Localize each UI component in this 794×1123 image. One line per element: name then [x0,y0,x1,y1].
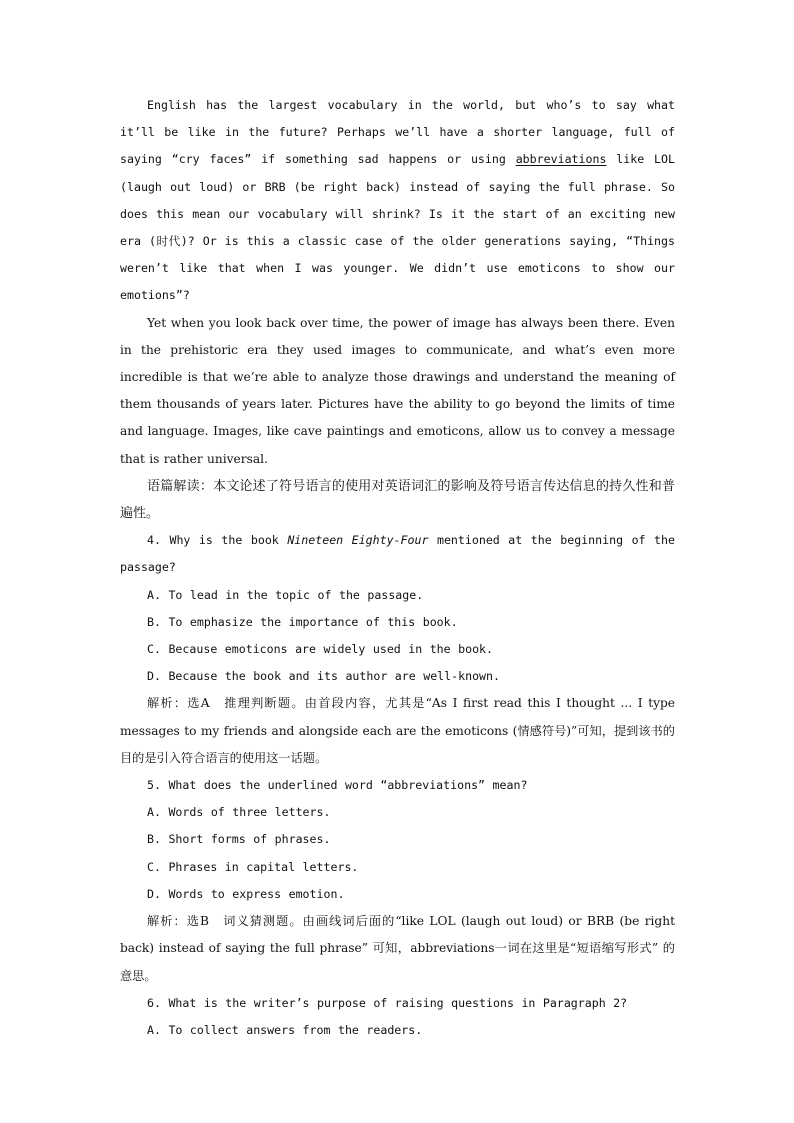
question-4-stem-a: 4. Why is the book [147,533,288,548]
question-5-option-a: A. Words of three letters. [147,805,331,820]
question-5-stem: 5. What does the underlined word “abbreviations” mean? [147,778,528,793]
passage-paragraph-2: Yet when you look back over time, the power of image has always been there. Even in the prehistoric era they used images to communicate, and what’s even more incredible is that we’re able to analyze those drawings and understand the meaning of them thousands of years later. Pictures have the ability to go beyond the limits of time and language. Images, like cave paintings and emoticons, allow us to convey a message that is rather universal. [120,315,675,466]
passage-p1-rest: like LOL (laugh out loud) or BRB (be right back) instead of saying the full phrase. So does this mean our vocabulary will shrink? Is it the start of an exciting new era (时代)? Or is this a classic case of the older generations saying, “Things weren’t like that when I was younger. We didn’t use emoticons to show our emotions”? [120,152,675,303]
question-5-explanation: 解析：选B 词义猜测题。由画线词后面的“like LOL (laugh out loud) or BRB (be right back) instead of saying the full phrase” 可知，abbreviations一词在这里是“短语缩写形式” 的意思。 [120,914,675,983]
question-5-option-b: B. Short forms of phrases. [147,832,331,847]
question-4-explanation: 解析：选A 推理判断题。由首段内容，尤其是“As I first read this I thought ... I type messages to my friends and alongside each are the emoticons (情感符号)”可知，提到该书的目的是引入符合语言的使用这一话题。 [120,696,675,765]
question-6-stem: 6. What is the writer’s purpose of raising questions in Paragraph 2? [147,995,628,1010]
document-page [120,92,675,1044]
passage-paragraph-1 [120,92,675,310]
question-5-option-d: D. Words to express emotion. [147,886,345,901]
discourse-analysis: 语篇解读：本文论述了符号语言的使用对英语词汇的影响及符号语言传达信息的持久性和普遍性。 [120,478,675,522]
question-4-option-c: C. Because emoticons are widely used in the book. [147,642,494,657]
underlined-word-abbreviations: abbreviations [515,152,607,167]
question-4-option-d: D. Because the book and its author are well-known. [147,669,501,684]
passage-p1-text: English has the largest vocabulary in the world, but who’s to say what it’ll be like in the future? Perhaps we’ll have a shorter language, full of saying “cry faces” if something sad happens or using [120,98,675,167]
question-4-option-a: A. To lead in the topic of the passage. [147,587,424,602]
question-5-option-c: C. Phrases in capital letters. [147,859,359,874]
book-title: Nineteen Eighty-Four [287,533,429,548]
question-4-option-b: B. To emphasize the importance of this book. [147,614,458,629]
question-4-stem-b: mentioned at the beginning of the passage? [120,533,675,575]
question-6-option-a: A. To collect answers from the readers. [147,1022,423,1037]
question-4-stem [120,527,675,581]
